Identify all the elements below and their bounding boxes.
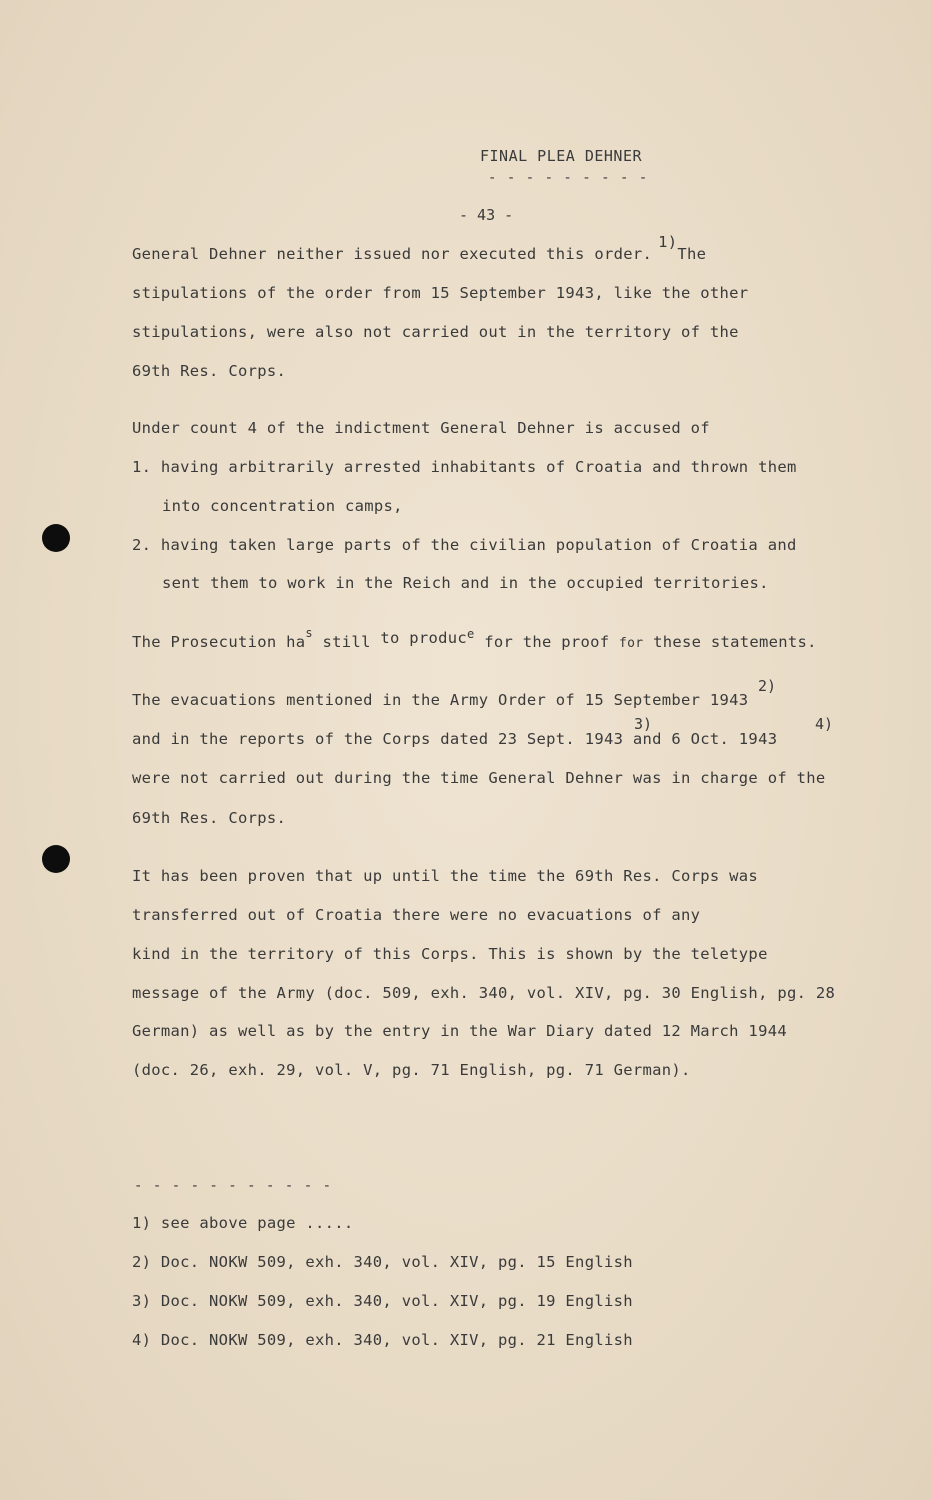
- footnote-ref: 3): [634, 715, 653, 733]
- page-number: - 43 -: [459, 206, 514, 224]
- body-line: 69th Res. Corps.: [132, 809, 287, 827]
- footnote-separator: - - - - - - - - - - -: [134, 1178, 333, 1194]
- body-line: stipulations of the order from 15 September 1943, like the other: [132, 284, 749, 302]
- punch-hole: [42, 845, 70, 873]
- body-line: and in the reports of the Corps dated 23 Sept. 1943 and 6 Oct. 1943: [132, 730, 778, 748]
- body-line: General Dehner neither issued nor executed this order.1)The: [132, 233, 707, 263]
- footnote: 3) Doc. NOKW 509, exh. 340, vol. XIV, pg. 19 English: [132, 1292, 633, 1310]
- body-line: (doc. 26, exh. 29, vol. V, pg. 71 English, pg. 71 German).: [132, 1061, 691, 1079]
- body-line: It has been proven that up until the time the 69th Res. Corps was: [132, 867, 759, 885]
- body-line: message of the Army (doc. 509, exh. 340, vol. XIV, pg. 30 English, pg. 28: [132, 984, 836, 1002]
- footnote: 1) see above page .....: [132, 1214, 354, 1232]
- body-line: were not carried out during the time General Dehner was in charge of the: [132, 769, 826, 787]
- footnote: 4) Doc. NOKW 509, exh. 340, vol. XIV, pg. 21 English: [132, 1331, 633, 1349]
- list-item-continuation: sent them to work in the Reich and in the occupied territories.: [162, 574, 769, 592]
- list-item-continuation: into concentration camps,: [162, 497, 403, 515]
- body-line: transferred out of Croatia there were no evacuations of any: [132, 906, 701, 924]
- footnote: 2) Doc. NOKW 509, exh. 340, vol. XIV, pg. 15 English: [132, 1253, 633, 1271]
- footnote-ref: 1): [658, 233, 678, 251]
- title-underline: - - - - - - - - -: [488, 170, 649, 186]
- body-line: 69th Res. Corps.: [132, 362, 287, 380]
- body-line: kind in the territory of this Corps. This is shown by the teletype: [132, 945, 768, 963]
- document-title: FINAL PLEA DEHNER: [480, 147, 643, 165]
- list-item: 2. having taken large parts of the civilian population of Croatia and: [132, 536, 797, 554]
- body-line: German) as well as by the entry in the War Diary dated 12 March 1944: [132, 1022, 787, 1040]
- footnote-ref: 4): [815, 715, 834, 733]
- punch-hole: [42, 524, 70, 552]
- body-line: The Prosecution $ha^s$ still to produc$^e$ for the proof for these statements.: [132, 626, 817, 651]
- body-line: The evacuations mentioned in the Army Order of 15 September 1943: [132, 691, 749, 709]
- body-line: stipulations, were also not carried out in the territory of the: [132, 323, 739, 341]
- list-item: 1. having arbitrarily arrested inhabitants of Croatia and thrown them: [132, 458, 797, 476]
- footnote-ref: 2): [758, 677, 777, 695]
- body-line: Under count 4 of the indictment General Dehner is accused of: [132, 419, 710, 437]
